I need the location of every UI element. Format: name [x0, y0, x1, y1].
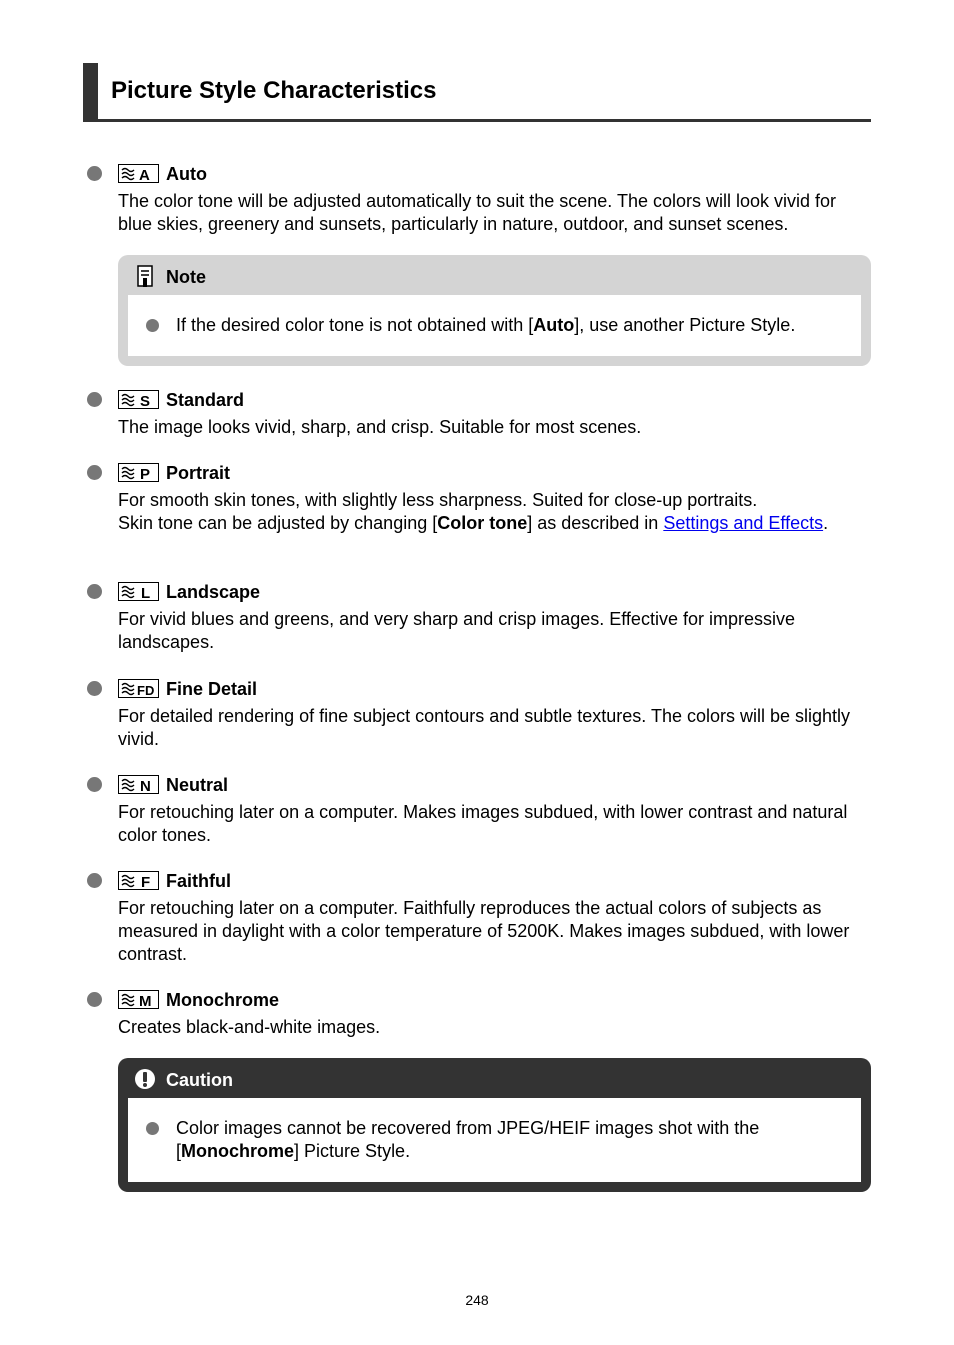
section-heading [83, 63, 871, 122]
bullet-icon [87, 392, 102, 407]
svg-text:P: P [140, 466, 151, 481]
page-title: Picture Style Characteristics [111, 77, 437, 104]
style-name: Neutral [166, 775, 229, 795]
picture-style-auto-icon [118, 164, 159, 183]
style-name: Monochrome [166, 990, 280, 1010]
bullet-icon [87, 681, 102, 696]
caution-body [128, 1098, 861, 1182]
picture-style-landscape-icon [118, 582, 159, 601]
style-name: Landscape [166, 582, 261, 602]
picture-style-standard-icon [118, 390, 159, 409]
bullet-icon [87, 584, 102, 599]
style-description: The color tone will be adjusted automatically to suit the scene. The colors will look vivid for blue skies, greenery and sunsets, particularly in nature, outdoor, and sunset scenes. [118, 191, 837, 234]
bullet-icon [87, 166, 102, 181]
picture-style-neutral-icon [118, 775, 159, 794]
caution-exclamation-icon [134, 1068, 156, 1090]
bullet-icon [87, 777, 102, 792]
settings-and-effects-link[interactable]: Settings and Effects [663, 513, 824, 533]
svg-text:FD: FD [137, 683, 155, 697]
style-name: Auto [166, 164, 207, 184]
caution-box [118, 1058, 871, 1192]
style-name: Portrait [166, 463, 231, 483]
style-name: Fine Detail [166, 679, 258, 699]
style-description: The image looks vivid, sharp, and crisp. Suitable for most scenes. [118, 417, 642, 437]
heading-accent-bar [83, 63, 98, 119]
svg-text:L: L [141, 585, 151, 600]
svg-text:S: S [140, 393, 151, 408]
bullet-icon [146, 1122, 159, 1135]
page-number: 248 [465, 1292, 489, 1308]
bullet-icon [87, 873, 102, 888]
style-description: For vivid blues and greens, and very sharp and crisp images. Effective for impressive landscapes. [118, 609, 795, 652]
svg-text:F: F [141, 874, 151, 889]
note-box [118, 255, 871, 366]
svg-text:M: M [139, 993, 152, 1008]
style-description: For retouching later on a computer. Makes images subdued, with lower contrast and natural color tones. [118, 802, 848, 845]
note-label: Note [166, 267, 206, 287]
bullet-icon [146, 319, 159, 332]
style-name: Standard [166, 390, 245, 410]
style-description: For retouching later on a computer. Faithfully reproduces the actual colors of subjects as measured in daylight with a color temperature of 5200K. Makes images subdued, with lower contrast. [118, 898, 850, 964]
bullet-icon [87, 465, 102, 480]
note-body [128, 295, 861, 356]
style-description: For detailed rendering of fine subject contours and subtle textures. The colors will be slightly vivid. [118, 706, 851, 749]
svg-text:A: A [139, 167, 150, 182]
note-text: If the desired color tone is not obtained with [Auto], use another Picture Style. [176, 315, 796, 335]
caution-label: Caution [166, 1070, 233, 1090]
style-name: Faithful [166, 871, 231, 891]
style-description: For smooth skin tones, with slightly less sharpness. Suited for close-up portraits. Skin tone can be adjusted by changing [Color tone] as described in Settings and Effects. [118, 490, 829, 533]
caution-text: Color images cannot be recovered from JPEG/HEIF images shot with the [Monochrome] Picture Style. [176, 1118, 760, 1161]
style-description: Creates black-and-white images. [118, 1017, 381, 1037]
note-icon [136, 265, 156, 289]
picture-style-portrait-icon [118, 463, 159, 482]
picture-style-fine-detail-icon [118, 679, 159, 698]
bullet-icon [87, 992, 102, 1007]
svg-text:N: N [140, 778, 151, 793]
picture-style-faithful-icon [118, 871, 159, 890]
picture-style-monochrome-icon [118, 990, 159, 1009]
